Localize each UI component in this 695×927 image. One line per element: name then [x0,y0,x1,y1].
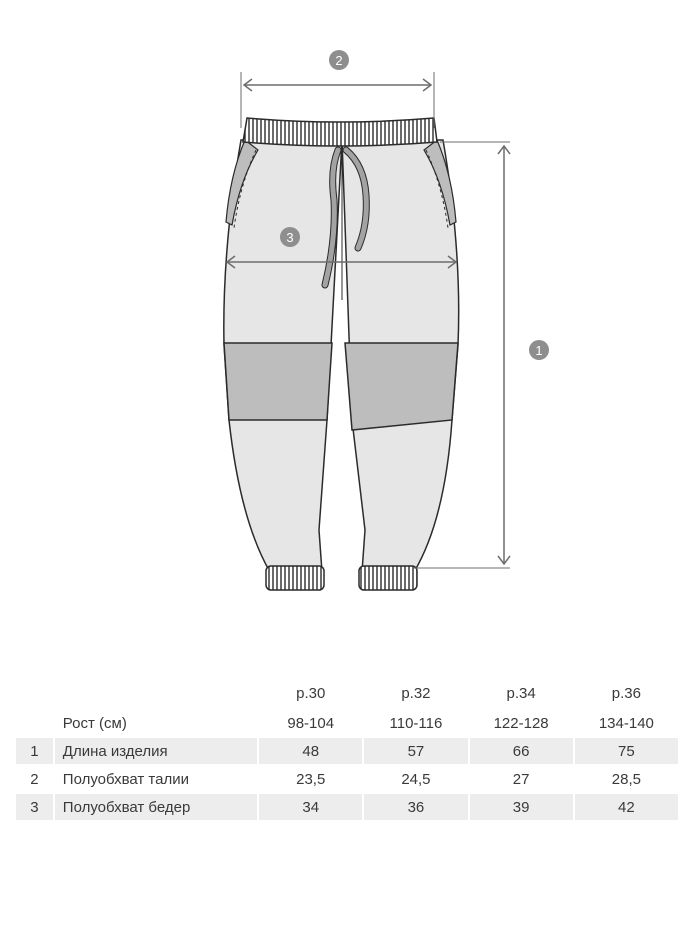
height-value: 122-128 [493,714,549,732]
size-column-header: р.34 [506,684,536,702]
row-value: 27 [512,770,530,788]
right-cuff [359,566,417,590]
row-value: 24,5 [401,770,431,788]
height-row [16,710,678,736]
row-number: 3 [16,794,53,820]
size-column-header: р.36 [611,684,641,702]
row-value: 36 [364,794,467,820]
size-header-row [16,678,678,708]
marker-3 [280,227,300,247]
row-number: 2 [30,770,39,788]
waistband [243,118,437,146]
row-value: 48 [259,738,362,764]
right-knee-panel [345,343,458,430]
row-number: 1 [16,738,53,764]
row-value: 34 [259,794,362,820]
left-cuff [266,566,324,590]
row-value: 75 [575,738,678,764]
row-value: 42 [575,794,678,820]
table-row [16,766,678,792]
row-value: 28,5 [611,770,641,788]
size-column-header: р.32 [401,684,431,702]
left-knee-panel [224,343,332,420]
height-value: 110-116 [389,714,443,732]
size-column-header: р.30 [296,684,326,702]
row-label: Полуобхват бедер [55,794,257,820]
height-value: 134-140 [598,714,654,732]
marker-1 [529,340,549,360]
marker-2 [329,50,349,70]
height-value: 98-104 [287,714,335,732]
row-value: 23,5 [296,770,326,788]
size-table [14,676,680,822]
row-value: 57 [364,738,467,764]
svg-text:2: 2 [335,53,343,68]
row-value: 39 [470,794,573,820]
row-value: 66 [470,738,573,764]
table-row [16,738,678,764]
svg-text:3: 3 [286,230,294,245]
row-label: Полуобхват талии [62,770,189,788]
height-label: Рост (см) [62,714,127,732]
svg-text:1: 1 [535,343,543,358]
row-label: Длина изделия [55,738,257,764]
table-row [16,794,678,820]
